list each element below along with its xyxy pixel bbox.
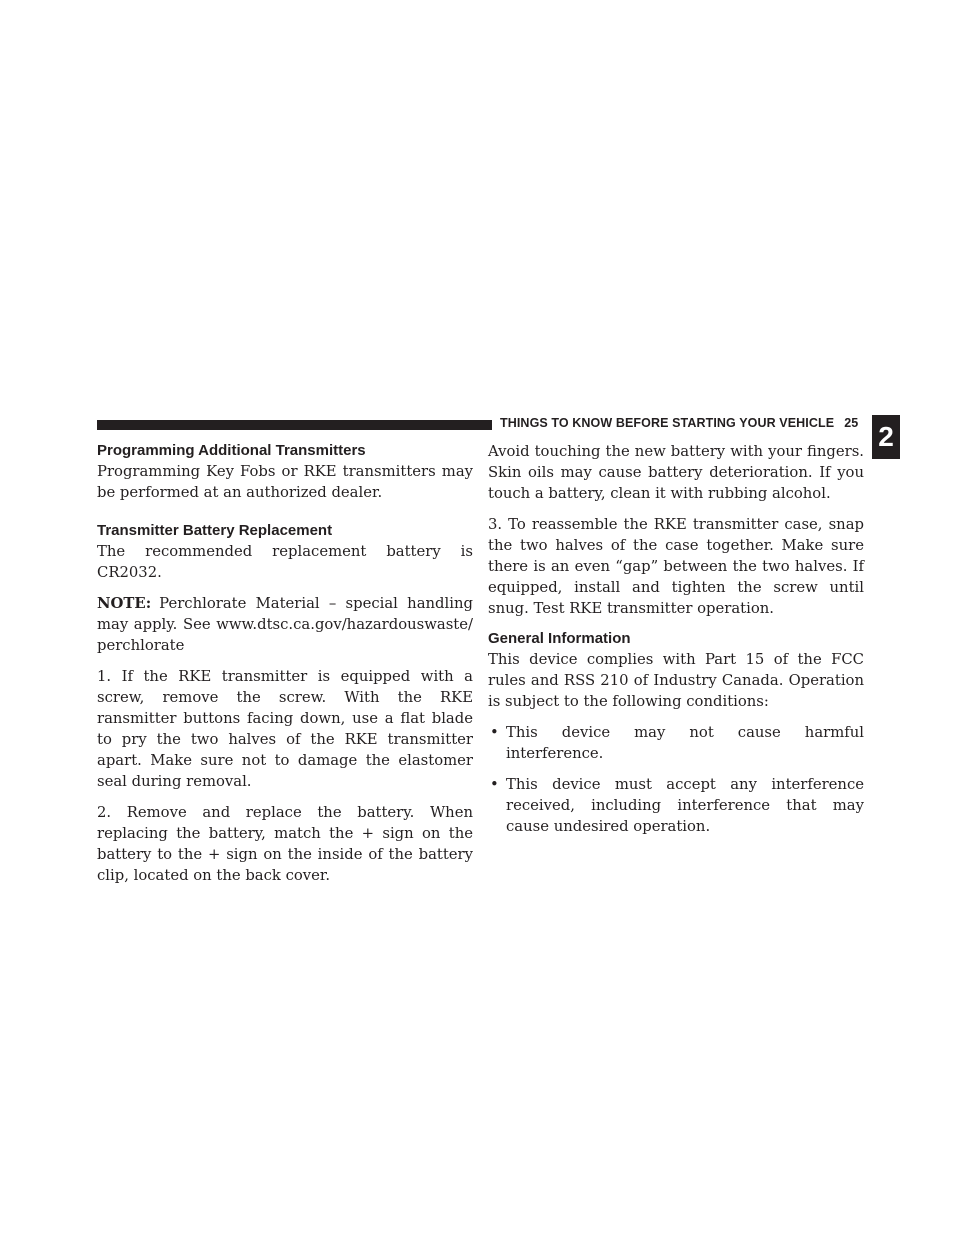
step-1: 1. If the RKE transmitter is equipped with a screw, remove the screw. With the RKE ransmitter buttons facing down, use a flat blade to pry the two halves of the RKE transmitter apart. Make sure not to damage the elastomer seal during removal.	[97, 668, 473, 790]
note-paragraph	[97, 593, 473, 656]
section-heading-general: General Information	[488, 630, 631, 647]
left-column	[97, 441, 473, 896]
running-header	[500, 416, 858, 430]
chapter-tab: 2	[872, 415, 900, 459]
note-text: Perchlorate Material – special handling may apply. See www.dtsc.ca.gov/hazardouswaste/ perchlorate	[97, 595, 473, 654]
step-3: 3. To reassemble the RKE transmitter case, snap the two halves of the case together. Make sure there is an even “gap” between the two halves. If equipped, install and tighten the screw until snug. Test RKE transmitter operation.	[488, 516, 864, 617]
page-number: 25	[844, 416, 859, 430]
section-heading-battery: Transmitter Battery Replacement	[97, 522, 333, 539]
header-rule	[97, 420, 492, 430]
bullet-icon: •	[490, 724, 499, 741]
paragraph-battery-type: The recommended replacement battery is CR2032.	[97, 543, 473, 581]
step-2: 2. Remove and replace the battery. When replacing the battery, match the + sign on the battery to the + sign on the inside of the battery clip, located on the back cover.	[97, 804, 473, 884]
conditions-list	[488, 722, 864, 837]
chapter-title: THINGS TO KNOW BEFORE STARTING YOUR VEHICLE	[500, 416, 835, 430]
section-heading-programming: Programming Additional Transmitters	[97, 442, 366, 459]
right-column	[488, 441, 864, 847]
paragraph-programming: Programming Key Fobs or RKE transmitters may be performed at an authorized dealer.	[97, 463, 473, 501]
note-label: NOTE:	[97, 595, 152, 612]
list-item: • This device must accept any interference received, including interference that may cause undesired operation.	[490, 776, 864, 835]
paragraph-avoid-touching: Avoid touching the new battery with your fingers. Skin oils may cause battery deterioration. If you touch a battery, clean it with rubbing alcohol.	[488, 443, 864, 502]
bullet-icon: •	[490, 776, 499, 793]
paragraph-fcc: This device complies with Part 15 of the FCC rules and RSS 210 of Industry Canada. Operation is subject to the following conditions:	[488, 651, 864, 710]
list-item: • This device may not cause harmful interference.	[490, 724, 864, 762]
